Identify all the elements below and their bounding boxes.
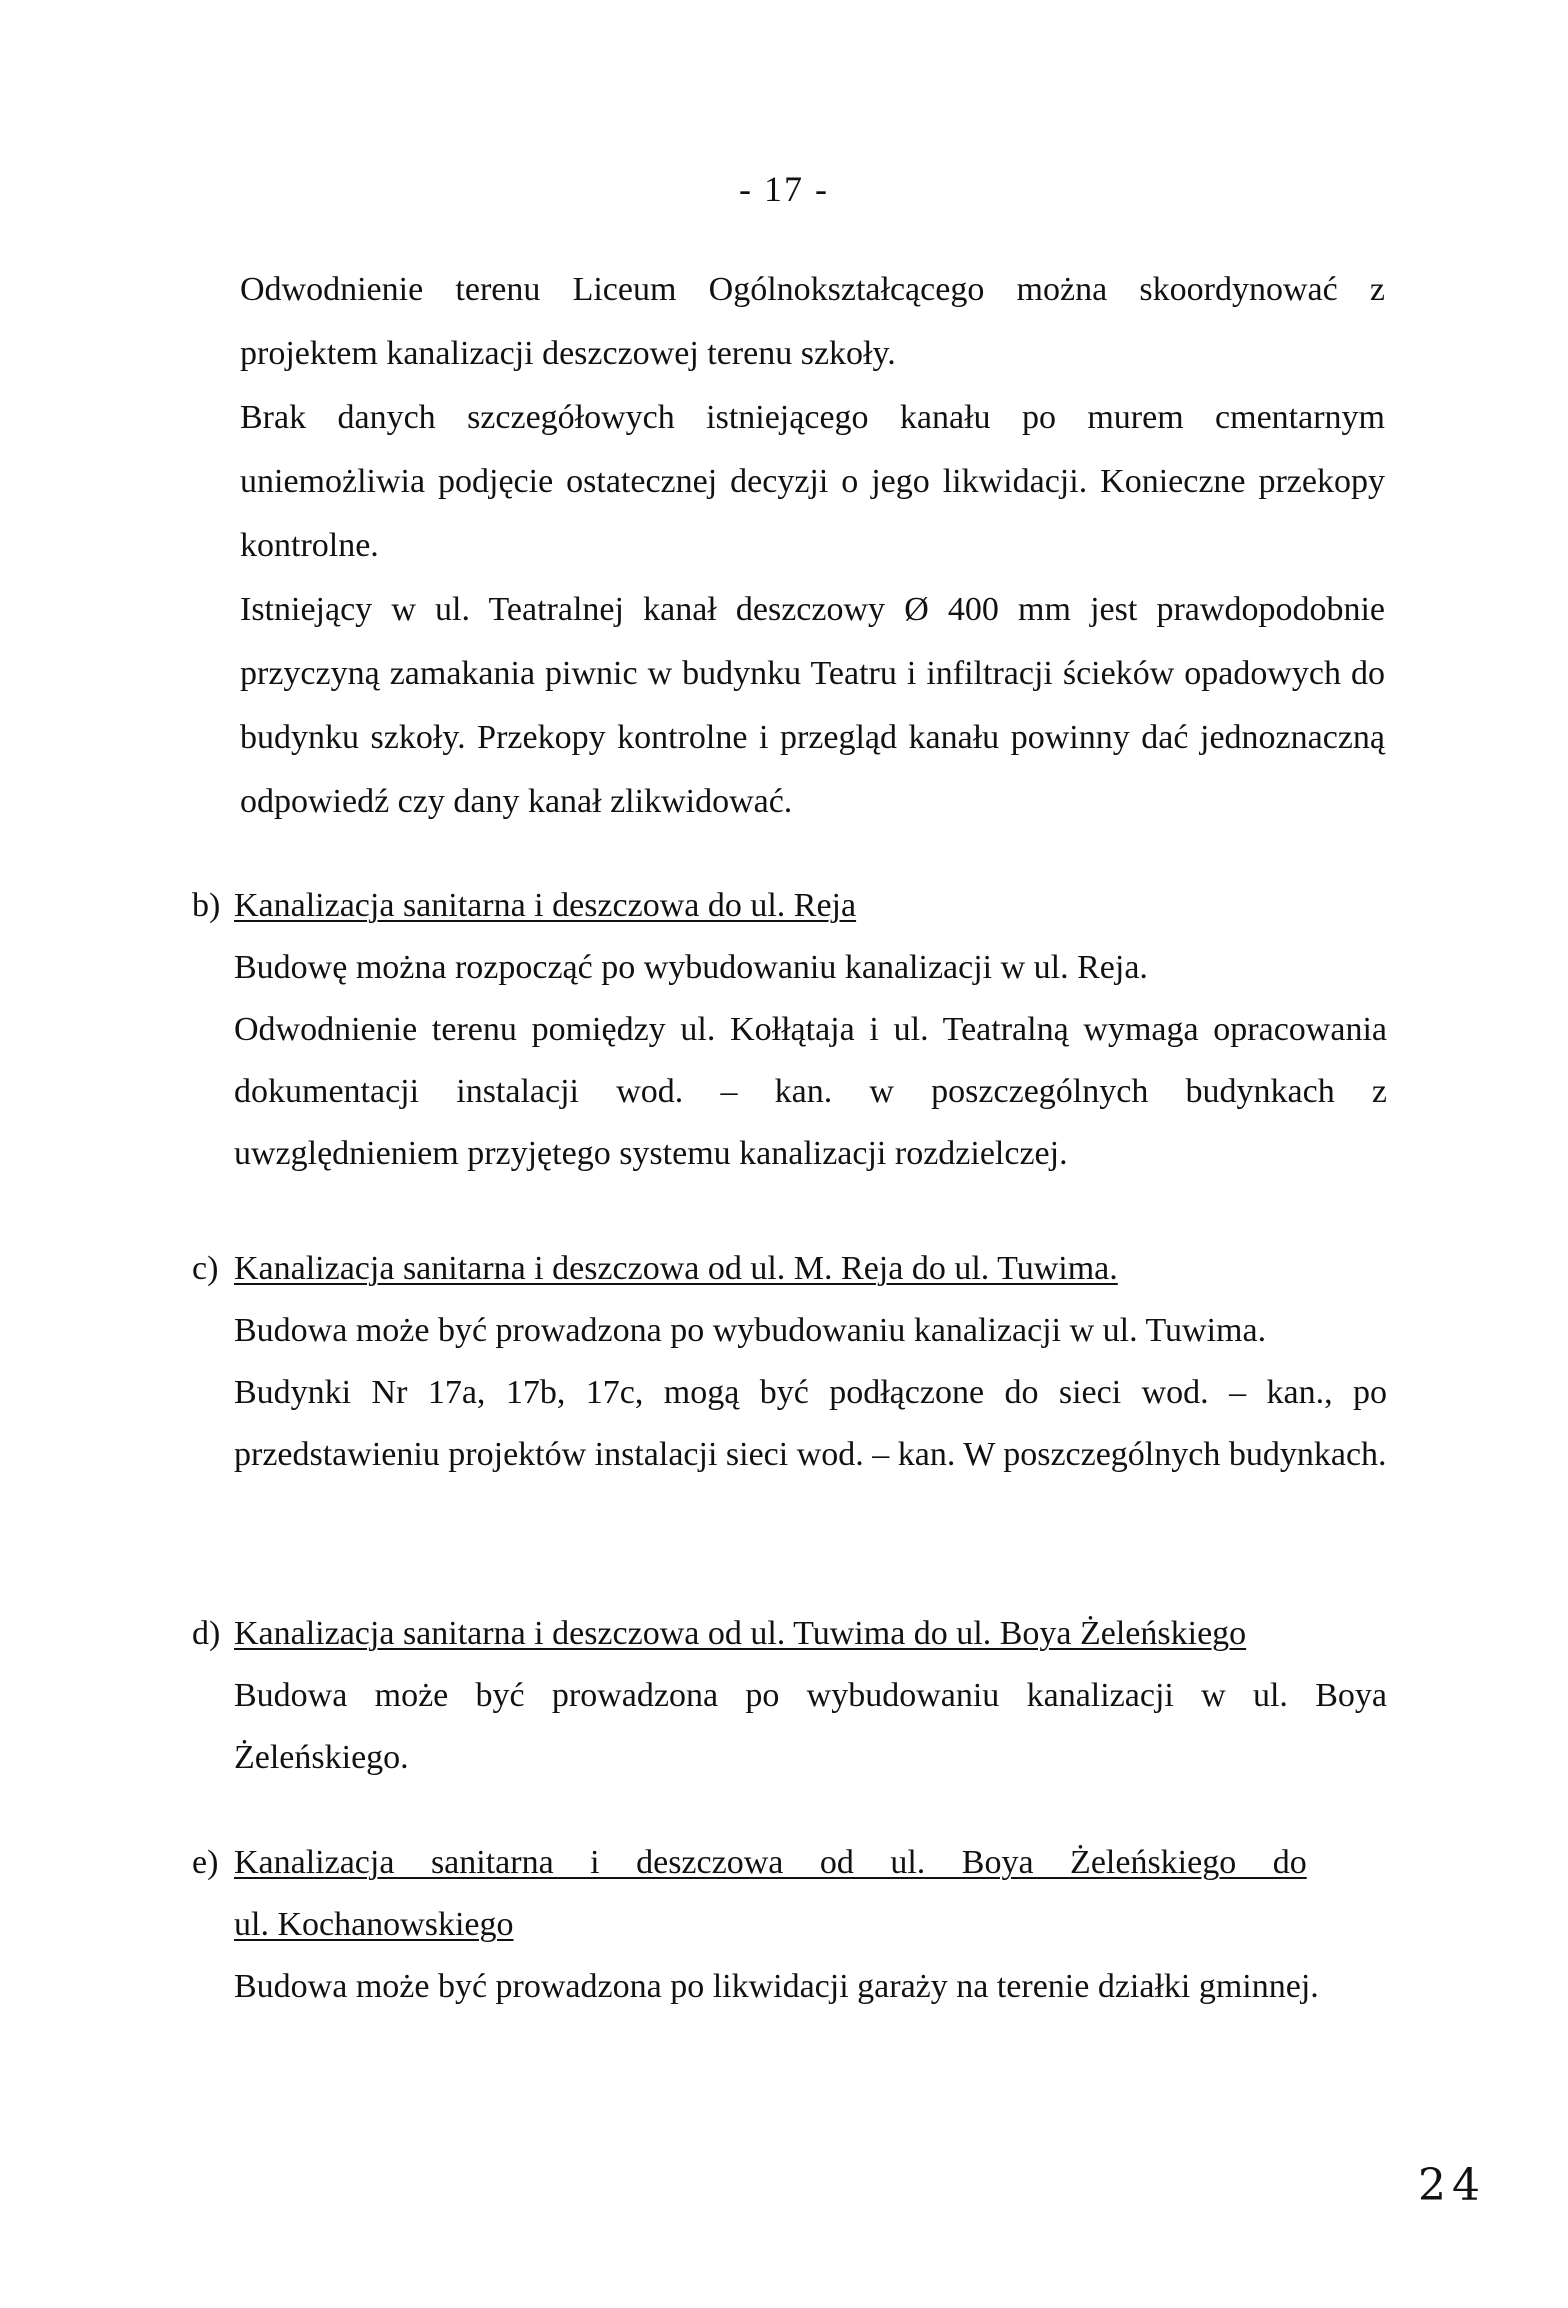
- intro-paragraph: Brak danych szczegółowych istniejącego kanału po murem cmentarnym uniemożliwia podjęcie ostatecznej decyzji o jego likwidacji. Konieczne przekopy kontrolne.: [240, 399, 1385, 564]
- section-title-continuation: ul. Kochanowskiego: [234, 1906, 514, 1943]
- section-body: [234, 1300, 1387, 1486]
- stamp-number: 24: [1418, 2160, 1486, 2211]
- section-paragraph: Budowa może być prowadzona po wybudowaniu kanalizacji w ul. Boya Żeleńskiego.: [234, 1677, 1387, 1776]
- intro-paragraph: Odwodnienie terenu Liceum Ogólnokształcącego można skoordynować z projektem kanalizacji deszczowej terenu szkoły.: [240, 271, 1385, 372]
- section-title: Kanalizacja sanitarna i deszczowa do ul. Reja: [234, 887, 857, 924]
- section-paragraph: Budynki Nr 17a, 17b, 17c, mogą być podłączone do sieci wod. – kan., po przedstawieniu projektów instalacji sieci wod. – kan. W poszczególnych budynkach.: [234, 1374, 1387, 1473]
- section-title: Kanalizacja sanitarna i deszczowa od ul. Boya Żeleńskiego do: [234, 1844, 1307, 1881]
- section-body: [234, 1665, 1387, 1789]
- section-e: [192, 1832, 1387, 2018]
- page-number: - 17 -: [739, 169, 829, 209]
- section-letter: c): [192, 1250, 219, 1287]
- section-heading: [192, 1832, 1387, 1894]
- section-title: Kanalizacja sanitarna i deszczowa od ul. Tuwima do ul. Boya Żeleńskiego: [234, 1615, 1247, 1652]
- section-title: Kanalizacja sanitarna i deszczowa od ul. M. Reja do ul. Tuwima.: [234, 1250, 1118, 1287]
- section-paragraph: Budowa może być prowadzona po likwidacji garaży na terenie działki gminnej.: [234, 1968, 1319, 2005]
- section-d: [192, 1603, 1387, 1789]
- section-body: [234, 937, 1387, 1185]
- section-heading: [192, 1238, 1387, 1300]
- section-b: [192, 875, 1387, 1185]
- section-heading: [192, 875, 1387, 937]
- section-paragraph: Budowa może być prowadzona po wybudowaniu kanalizacji w ul. Tuwima.: [234, 1312, 1267, 1349]
- section-paragraph: Odwodnienie terenu pomiędzy ul. Kołłątaja i ul. Teatralną wymaga opracowania dokumentacji instalacji wod. – kan. w poszczególnych budynkach z uwzględnieniem przyjętego systemu kanalizacji rozdzielczej.: [234, 1011, 1387, 1172]
- section-letter: b): [192, 887, 221, 924]
- section-c: [192, 1238, 1387, 1486]
- section-letter: e): [192, 1844, 219, 1881]
- section-letter: d): [192, 1615, 221, 1652]
- section-body: [234, 1956, 1387, 2018]
- section-heading: [192, 1603, 1387, 1665]
- intro-paragraph: Istniejący w ul. Teatralnej kanał deszczowy Ø 400 mm jest prawdopodobnie przyczyną zamakania piwnic w budynku Teatru i infiltracji ścieków opadowych do budynku szkoły. Przekopy kontrolne i przegląd kanału powinny dać jednoznaczną odpowiedź czy dany kanał zlikwidować.: [240, 591, 1385, 820]
- section-paragraph: Budowę można rozpocząć po wybudowaniu kanalizacji w ul. Reja.: [234, 949, 1148, 986]
- intro-text: [240, 258, 1385, 834]
